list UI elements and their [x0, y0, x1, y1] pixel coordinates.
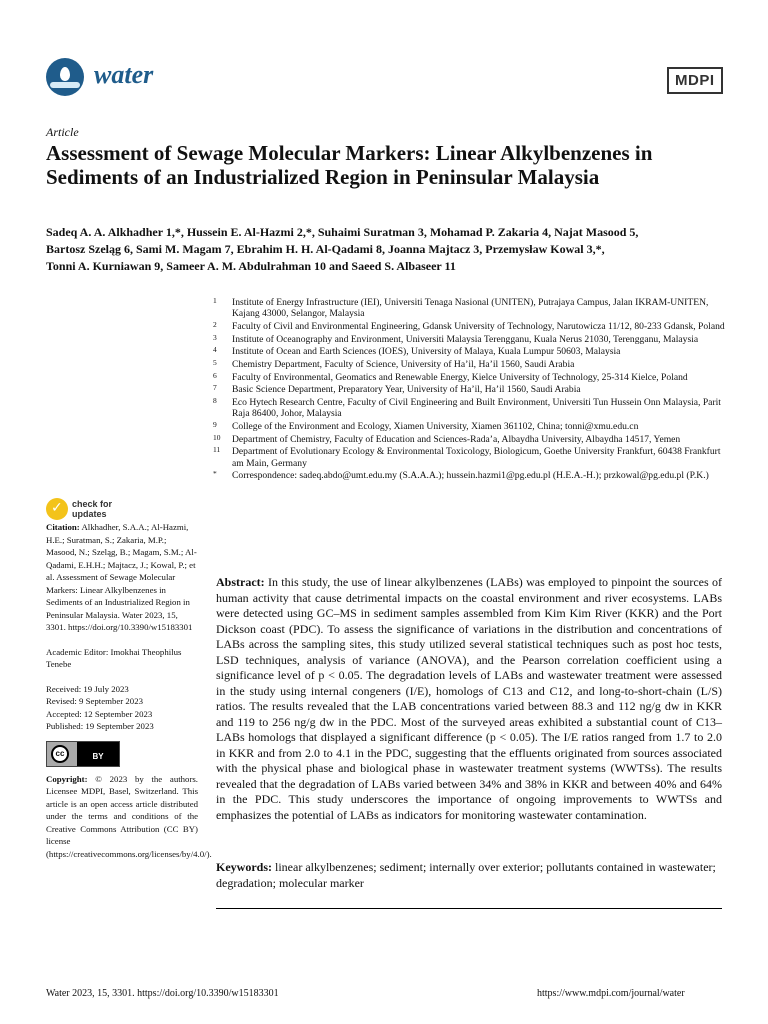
author-line: Bartosz Szeląg 6, Sami M. Magam 7, Ebrahim H. H. Al-Qadami 8, Joanna Majtacz 3, Przemysław Kowal 3,*, [46, 242, 605, 256]
article-title: Assessment of Sewage Molecular Markers: Linear Alkylbenzenes in Sediments of an Industrialized Region in Peninsular Malaysia [46, 141, 653, 189]
publisher-logo: MDPI [667, 67, 723, 94]
affiliation-item: 9 College of the Environment and Ecology, Xiamen University, Xiamen 361102, China; tonni@xmu.edu.cn [213, 420, 639, 433]
academic-editor: Academic Editor: Imokhai Theophilus Tenebe [46, 646, 182, 669]
author-line: Sadeq A. A. Alkhadher 1,*, Hussein E. Al-Hazmi 2,*, Suhaimi Suratman 3, Mohamad P. Zakaria 4, Najat Masood 5, [46, 225, 639, 239]
keywords: Keywords: linear alkylbenzenes; sediment; internally over exterior; pollutants contained in wastewater; degradation; molecular marker [216, 860, 716, 890]
cc-by-license-icon[interactable]: cc BY [46, 741, 120, 767]
correspondence: * Correspondence: sadeq.abdo@umt.edu.my (S.A.A.A.); hussein.hazmi1@pg.edu.pl (H.E.A.-H.); przkowal@pg.edu.pl (P.K.) [213, 469, 709, 482]
footer-citation: Water 2023, 15, 3301. https://doi.org/10.3390/w15183301 [46, 988, 279, 999]
citation: Citation: Alkhadher, S.A.A.; Al-Hazmi, H.E.; Suratman, S.; Zakaria, M.P.; Masood, N.; Szeląg, B.; Magam, S.M.; Al-Qadami, E.H.H.; Majtacz, J.; Kowal, P.; et al. Assessment of Sewage Molecular Markers: Linear Alkylbenzenes in Sediments of an Industrialized Region in Peninsular Malaysia. Water 2023, 15, 3301. https://doi.org/10.3390/w15183301 [46, 522, 197, 632]
affiliation-item: 5 Chemistry Department, Faculty of Science, University of Ha’il, Ha’il 1560, Saudi Arabia [213, 358, 575, 371]
affiliation-item: 3 Institute of Oceanography and Environment, Universiti Malaysia Terengganu, Kuala Nerus 21030, Terengganu, Malaysia [213, 332, 699, 345]
affiliation-item: 10 Department of Chemistry, Faculty of Education and Sciences-Rada’a, Albaydha University, Albaydha 14517, Yemen [213, 432, 681, 445]
journal-name: water [94, 60, 154, 89]
check-badge-icon [46, 498, 68, 520]
affiliation-item: 1 Institute of Energy Infrastructure (IEI), Universiti Tenaga Nasional (UNITEN), Putrajaya Campus, Jalan IKRAM-UNITEN, Kajang 43000, Selangor, Malaysia [213, 296, 709, 320]
author-line: Tonni A. Kurniawan 9, Sameer A. M. Abdulrahman 10 and Saeed S. Albaseer 11 [46, 259, 456, 273]
affiliations-list [210, 297, 730, 483]
date-published: Published: 19 September 2023 [46, 721, 154, 731]
footer-journal-link[interactable]: https://www.mdpi.com/journal/water [537, 988, 685, 999]
sidebar [46, 521, 212, 860]
affiliation-item: 6 Faculty of Environmental, Geomatics and Renewable Energy, Kielce University of Technology, 25-314 Kielce, Poland [213, 370, 688, 383]
date-received: Received: 19 July 2023 [46, 683, 129, 694]
affiliation-item: 7 Basic Science Department, Preparatory Year, University of Ha’il, Ha’il 1560, Saudi Arabia [213, 383, 581, 396]
copyright: Copyright: © 2023 by the authors. Licensee MDPI, Basel, Switzerland. This article is an open access article distributed under the terms and conditions of the Creative Commons Attribution (CC BY) license (https://creativecommons.org/licenses/by/4.0/). [46, 773, 212, 859]
date-revised: Revised: 9 September 2023 [46, 696, 143, 706]
abstract: Abstract: In this study, the use of linear alkylbenzenes (LABs) was employed to pinpoint the sources of human activity that cause detrimental impacts on the coastal environment and river ecosystems. LABs were detected using GC–MS in sediment samples assembled from Kim Kim River (KKR) and the Port Dickson coast (PDC). To assess the significance of variations in the distribution and concentrations of LABs across the sampling sites, this study utilized several statistical techniques such as post hoc tests, LSD techniques, analysis of variance (ANOVA), and the Pearson correlation coefficient using a significance level of p < 0.05. The degradation levels of LABs and wastewater treatment were assessed in the study using internal congeners (I/E), homologs of C13 and C12, and long-to-short-chain (L/S) ratios. The results revealed that the LAB concentrations varied between 88.3 and 112 ng/g dw in KKR and 119 to 256 ng/g dw in the PDC. Most of the surveyed areas exhibited a substantial count of C13–LABs homologs that displayed a significant difference (p < 0.05). The I/E ratios ranged from 1.7 to 2.0 in KKR and from 2.0 to 4.1 in the PDC, suggesting that the effluents originated from sources associated with the physical phase and biological phase in wastewater treatment systems (WWTSs). The results revealed that the degradation of LABs varied between 34% and 38% in KKR and between 40% and 64% in the PDC. This study underscores the importance of ongoing improvements to WWTSs and emphasizes the potential of LABs as indicators for monitoring wastewater contamination. [216, 575, 722, 822]
affiliation-item: 8 Eco Hytech Research Centre, Faculty of Civil Engineering and Built Environment, Universiti Tun Hussein Onn Malaysia, Parit Raja 86400, Johor, Malaysia [213, 396, 721, 420]
author-list [46, 224, 736, 275]
affiliation-item: 2 Faculty of Civil and Environmental Engineering, Gdansk University of Technology, Narutowicza 11/12, 80-233 Gdansk, Poland [213, 319, 725, 332]
affiliation-item: 4 Institute of Ocean and Earth Sciences (IOES), University of Malaya, Kuala Lumpur 50603, Malaysia [213, 345, 621, 358]
affiliation-item: 11 Department of Evolutionary Ecology & Environmental Toxicology, Biologicum, Goethe University Frankfurt, 60438 Frankfurt am Main, Germany [213, 445, 721, 469]
check-for-updates-button[interactable]: ✓ check for updates [46, 497, 166, 523]
journal-logo-icon [46, 58, 84, 96]
divider [216, 908, 722, 909]
date-accepted: Accepted: 12 September 2023 [46, 708, 153, 719]
article-type: Article [46, 125, 79, 139]
